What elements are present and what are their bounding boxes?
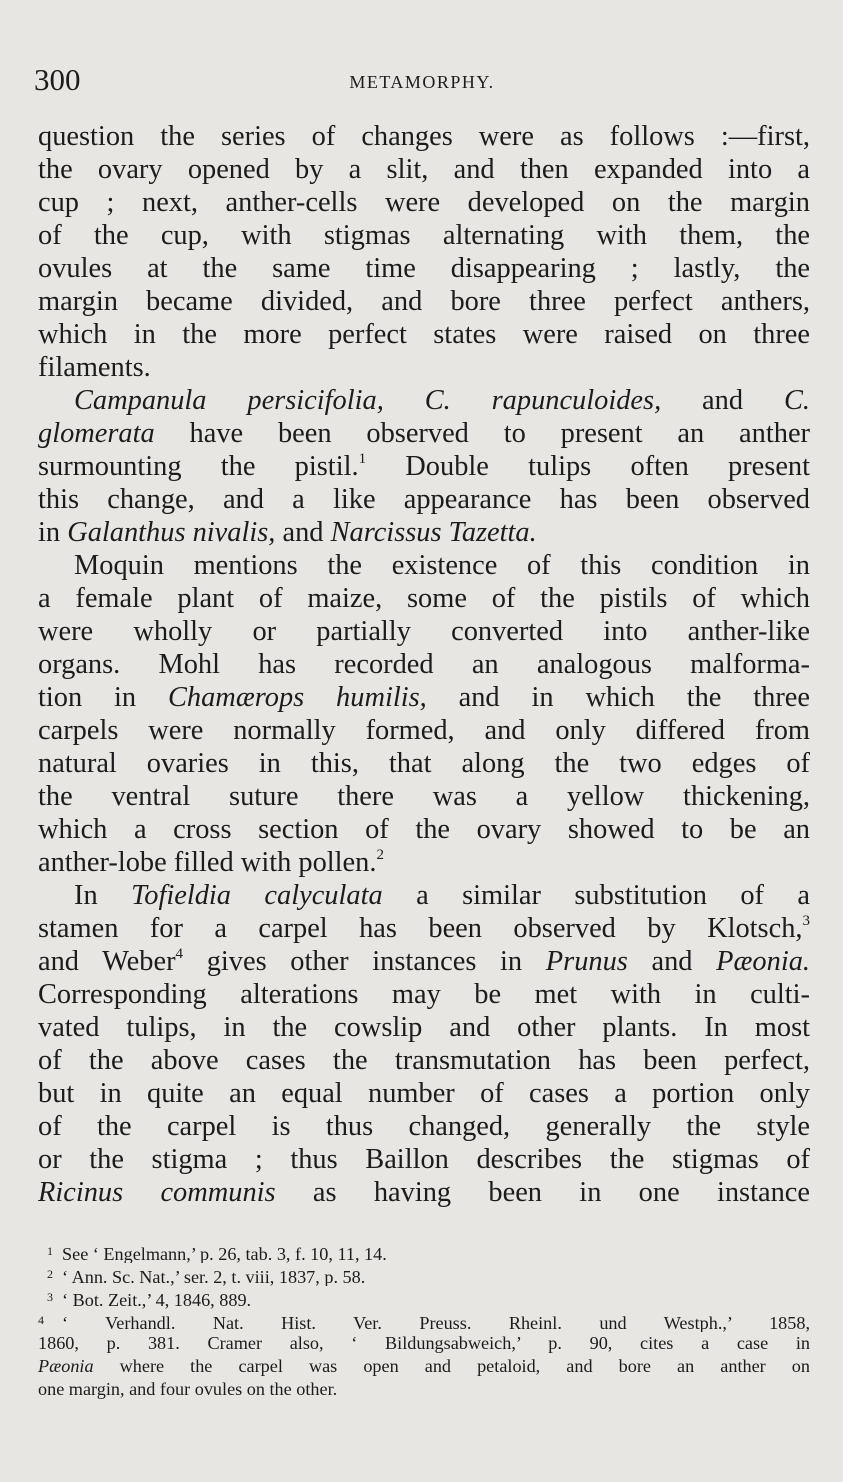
italic-term: Campanula persicifolia,: [74, 385, 384, 416]
footnote-ref[interactable]: 3: [802, 913, 810, 929]
body-text: [38, 120, 810, 1209]
page-number: 300: [34, 62, 81, 97]
text-line: a female plant of maize, some of the pistils of which: [38, 583, 810, 614]
text-line: which in the more perfect states were raised on three: [38, 319, 810, 350]
text-line: question the series of changes were as follows :—first,: [38, 121, 810, 152]
text-line: stamen for a carpel has been observed by Klotsch,$^3$: [38, 913, 810, 944]
text-line: were wholly or partially converted into anther-like: [38, 616, 810, 647]
text-line: this change, and a like appearance has been observed: [38, 484, 810, 515]
text-line: natural ovaries in this, that along the two edges of: [38, 748, 810, 779]
text-line: or the stigma ; thus Baillon describes the stigmas of: [38, 1144, 810, 1175]
italic-term: Galanthus nivalis,: [67, 517, 276, 548]
footnote-3: 3 ‘ Bot. Zeit.,’ 4, 1846, 889.: [38, 1286, 810, 1309]
text-line: carpels were normally formed, and only differed from: [38, 715, 810, 746]
footnote-ref[interactable]: 4: [175, 946, 184, 962]
text-line: ovules at the same time disappearing ; lastly, the: [38, 253, 810, 284]
footnote-number: 4: [38, 1313, 44, 1327]
footnotes: [38, 1240, 810, 1401]
text-line: of the above cases the transmutation has been perfect,: [38, 1045, 810, 1076]
footnote-4: 4 ‘ Verhandl. Nat. Hist. Ver. Preuss. Rheinl. und Westph.,’ 1858,: [38, 1309, 810, 1332]
footnote-ref[interactable]: 1: [358, 451, 367, 467]
italic-term: Pæonia: [38, 1356, 94, 1376]
footnote-2: 2 ‘ Ann. Sc. Nat.,’ ser. 2, t. viii, 1837, p. 58.: [38, 1263, 810, 1286]
footnote-4-cont: 1860, p. 381. Cramer also, ‘ Bildungsabweich,’ p. 90, cites a case in: [38, 1333, 810, 1353]
text-line: vated tulips, in the cowslip and other plants. In most: [38, 1012, 810, 1043]
footnote-4-cont: Pæonia where the carpel was open and petaloid, and bore an anther on: [38, 1356, 810, 1376]
text-line: but in quite an equal number of cases a portion only: [38, 1078, 810, 1109]
text-line: Corresponding alterations may be met with in culti-: [38, 979, 810, 1010]
italic-term: glomerata: [38, 418, 155, 449]
italic-term: Prunus: [545, 946, 628, 977]
text-line: Ricinus communis as having been in one instance: [38, 1177, 810, 1208]
text-line: cup ; next, anther-cells were developed on the margin: [38, 187, 810, 218]
text-line: Campanula persicifolia, C. rapunculoides, and C.: [74, 385, 810, 416]
italic-term: Narcissus Tazetta.: [330, 517, 537, 548]
footnote-1: 1 See ‘ Engelmann,’ p. 26, tab. 3, f. 10, 11, 14.: [38, 1240, 810, 1263]
italic-term: C. rapunculoides,: [424, 385, 662, 416]
text-line: of the cup, with stigmas alternating with them, the: [38, 220, 810, 251]
text-line: filaments.: [38, 352, 151, 383]
text-line: margin became divided, and bore three perfect anthers,: [38, 286, 810, 317]
footnote-number: 2: [47, 1267, 53, 1281]
text-line: the ventral suture there was a yellow thickening,: [38, 781, 810, 812]
page-header: [34, 62, 810, 102]
italic-term: Ricinus communis: [38, 1177, 276, 1208]
footnote-4-cont: one margin, and four ovules on the other.: [38, 1379, 338, 1399]
text-line: the ovary opened by a slit, and then expanded into a: [38, 154, 810, 185]
text-line: tion in Chamærops humilis, and in which the three: [38, 682, 810, 713]
text-line: organs. Mohl has recorded an analogous malforma-: [38, 649, 810, 680]
italic-term: Pæonia.: [716, 946, 810, 977]
text-line: which a cross section of the ovary showed to be an: [38, 814, 810, 845]
italic-term: Tofieldia calyculata: [131, 880, 383, 911]
footnote-number: 1: [47, 1244, 53, 1258]
text-line: and Weber$^4$ gives other instances in Prunus and Pæonia.: [38, 946, 810, 977]
italic-term: C.: [783, 385, 810, 416]
footnote-ref[interactable]: 2: [376, 847, 384, 863]
text-line: In Tofieldia calyculata a similar substitution of a: [74, 880, 810, 911]
text-line: glomerata have been observed to present an anther: [38, 418, 810, 449]
italic-term: Chamærops humilis,: [167, 682, 427, 713]
running-head: METAMORPHY.: [349, 72, 495, 92]
text-line: in Galanthus nivalis, and Narcissus Tazetta.: [38, 517, 537, 548]
text-line: of the carpel is thus changed, generally the style: [38, 1111, 810, 1142]
text-line: Moquin mentions the existence of this condition in: [74, 550, 810, 581]
footnote-number: 3: [47, 1290, 53, 1304]
text-line: anther-lobe filled with pollen.$^2$: [38, 847, 384, 878]
text-line: surmounting the pistil.$^1$ Double tulips often present: [38, 451, 810, 482]
